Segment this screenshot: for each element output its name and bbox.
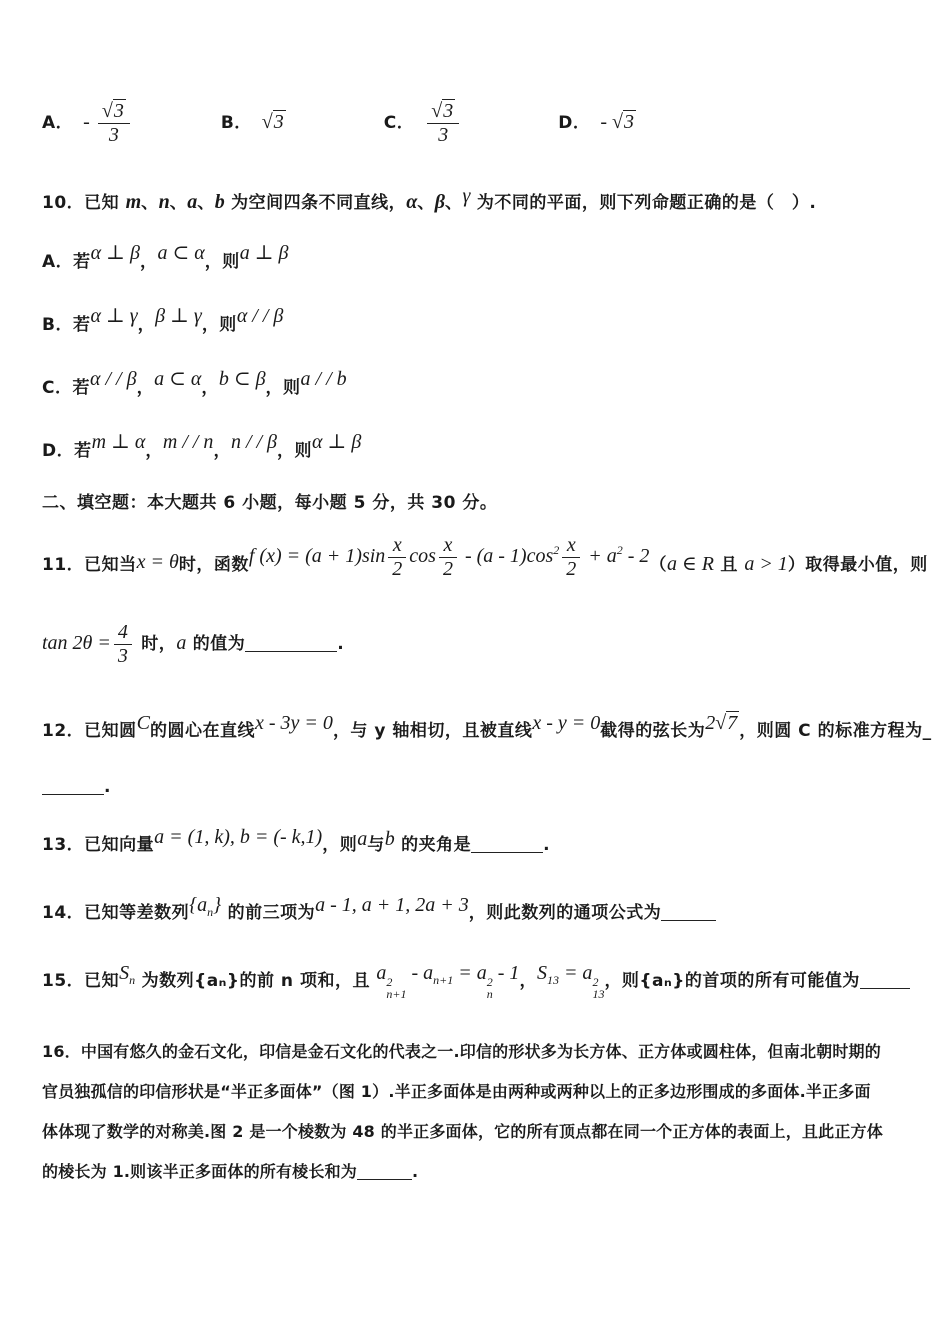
- text: C．若: [42, 378, 90, 398]
- math-expression: = a: [558, 962, 593, 984]
- math-expression: a - 1, a + 1, 2a + 3: [315, 894, 469, 916]
- questions-container: [0, 100, 950, 1192]
- math-expression: a > 1: [744, 553, 788, 575]
- text: 12．已知圆: [42, 721, 137, 741]
- text: ，则: [204, 252, 240, 272]
- math-expression: - 2: [622, 545, 650, 567]
- option-b-label: B．: [220, 113, 252, 133]
- math-expression: a: [176, 632, 187, 654]
- text: 11．已知当: [42, 555, 137, 575]
- math-expression: [189, 888, 221, 929]
- q10-stem: [42, 183, 912, 216]
- math-expression: = a: [453, 962, 487, 984]
- math-expression: [255, 708, 333, 739]
- fraction: [385, 534, 409, 581]
- text: A．若: [42, 252, 91, 272]
- math-expression: [137, 551, 179, 574]
- q10-option-b: [42, 295, 912, 346]
- text: 的前三项为: [221, 903, 316, 923]
- math-expression: α ⊥ β: [312, 431, 362, 453]
- math-expression: [155, 295, 202, 338]
- math-expression: a: [357, 828, 368, 850]
- text: 2: [553, 543, 560, 557]
- math-expression: [249, 534, 650, 581]
- math-expression: f (x) = (a + 1)sin: [248, 545, 386, 567]
- math-expression: 3: [438, 124, 449, 146]
- text: 二、填空题：本大题共 6 小题，每小题 5 分，共 30 分。: [42, 493, 498, 513]
- math-expression: [137, 708, 150, 739]
- text: 2 13: [592, 975, 605, 1002]
- text: 、: [417, 193, 435, 213]
- text: 为空间四条不同直线，: [224, 193, 407, 213]
- text: 的棱长为 1.则该半正多面体的所有棱长和为: [42, 1162, 357, 1182]
- math-expression: tan 2θ =: [42, 632, 111, 654]
- math-expression: + a: [583, 545, 617, 567]
- q15-stem: [42, 956, 912, 1000]
- math-expression: [240, 232, 289, 275]
- text: 的圆心在直线: [150, 721, 256, 741]
- text: .: [411, 1162, 419, 1182]
- math-expression: C: [136, 712, 151, 734]
- math-expression: }: [213, 894, 222, 916]
- math-expression: a / / b: [300, 368, 347, 390]
- math-expression: 3: [117, 645, 128, 667]
- text: 且: [713, 555, 745, 575]
- math-expression: α ⊥ β: [90, 242, 140, 264]
- text: 体体现了数学的对称美.图 2 是一个棱数为 48 的半正多面体，它的所有顶点都在同一个正方体的表面上，且此正方体: [42, 1122, 883, 1142]
- math-expression: [219, 358, 266, 401]
- math-expression: m / / n: [162, 431, 214, 453]
- math-expression: b: [384, 828, 395, 850]
- fraction: [559, 534, 583, 581]
- math-expression: [301, 358, 347, 401]
- text: D．若: [42, 441, 92, 461]
- math-expression: x: [392, 534, 402, 556]
- text: 、: [197, 193, 215, 213]
- math-expression: α ⊥ γ: [90, 305, 138, 327]
- text: 2: [616, 543, 623, 557]
- math-expression: x - y = 0: [532, 712, 601, 734]
- text: ，: [201, 378, 219, 398]
- q11-tan-line: [42, 621, 912, 668]
- text: 10．已知: [42, 193, 126, 213]
- math-expression: a ⊂ α: [154, 368, 202, 390]
- text: ，则圆 C 的标准方程为_: [739, 721, 932, 741]
- math-expression: [532, 708, 600, 739]
- math-expression: [91, 232, 140, 275]
- text: ，则: [201, 315, 237, 335]
- q11-stem: [42, 534, 928, 581]
- text: ，: [139, 252, 158, 272]
- q14-stem: [42, 888, 912, 930]
- q15-answer-blank[interactable]: [860, 971, 910, 989]
- q11-answer-blank[interactable]: [245, 634, 337, 652]
- q10-option-c: [42, 358, 912, 409]
- math-expression: [163, 421, 214, 464]
- frac-sqrt3-over-3: [424, 100, 462, 147]
- math-expression: n: [158, 191, 170, 213]
- math-expression: n / / β: [230, 431, 278, 453]
- math-expression: [357, 822, 367, 857]
- math-expression: a: [376, 962, 387, 984]
- text: ，则此数列的通项公式为: [468, 903, 662, 923]
- text: ，: [519, 971, 537, 991]
- q14-answer-blank[interactable]: [661, 903, 716, 921]
- math-expression: 2: [566, 558, 577, 580]
- math-expression: 2: [705, 712, 716, 734]
- math-expression: a ⊂ α: [157, 242, 205, 264]
- q13-answer-blank[interactable]: [471, 835, 543, 853]
- math-expression: 4: [117, 621, 128, 643]
- math-expression: 3: [108, 124, 119, 146]
- text: 为不同的平面，则下列命题正确的是（ ）.: [470, 193, 817, 213]
- q12-continuation: [42, 774, 912, 800]
- text: ，则: [322, 835, 358, 855]
- math-expression: cos: [409, 545, 436, 567]
- option-c-label: C．: [383, 113, 415, 133]
- text: 为数列{aₙ}的前 n 项和，且: [135, 971, 377, 991]
- sqrt-3: √3: [612, 111, 635, 133]
- text: .: [104, 777, 111, 797]
- q10-option-a: [42, 232, 912, 283]
- text: （: [649, 555, 667, 575]
- text: 时，: [134, 634, 177, 654]
- math-expression: [537, 956, 605, 1000]
- math-expression: [231, 421, 277, 464]
- math-expression: β ⊥ γ: [155, 305, 202, 327]
- math-expression: [315, 888, 469, 923]
- text: ，: [136, 378, 155, 398]
- math-expression: [376, 956, 519, 1000]
- math-expression: - a: [406, 962, 434, 984]
- math-expression: 2: [392, 558, 403, 580]
- text: ，: [137, 315, 156, 335]
- math-expression: [154, 820, 322, 855]
- fraction: [111, 621, 135, 668]
- text: .: [337, 634, 345, 654]
- text: 、: [141, 193, 159, 213]
- math-expression: x - 3y = 0: [255, 712, 333, 734]
- text: 2 n+1: [386, 975, 407, 1002]
- text: 16．中国有悠久的金石文化，印信是金石文化的代表之一.印信的形状多为长方体、正方体或圆柱体，但南北朝时期的: [42, 1042, 881, 1062]
- text: 2 n: [486, 975, 493, 1002]
- math-expression: α / / β: [236, 305, 284, 327]
- text: 时，函数: [178, 555, 249, 575]
- math-expression: α: [406, 191, 418, 213]
- math-expression: [90, 358, 137, 401]
- text: 、: [445, 193, 463, 213]
- radical: √3: [101, 100, 124, 122]
- math-expression: β: [434, 191, 446, 213]
- math-expression: a = (1, k), b = (- k,1): [154, 826, 323, 848]
- math-expression: [92, 421, 146, 464]
- math-expression: [90, 295, 137, 338]
- math-expression: x: [443, 534, 453, 556]
- math-expression: [312, 421, 361, 464]
- frac-sqrt3-over-3: [95, 100, 133, 147]
- math-expression: -: [83, 111, 95, 133]
- text: ，与 y 轴相切，且被直线: [332, 721, 533, 741]
- q16-answer-blank[interactable]: [357, 1163, 412, 1181]
- text: 13．已知向量: [42, 835, 155, 855]
- text: ，则: [277, 441, 313, 461]
- text: n: [129, 973, 136, 987]
- math-expression: γ: [462, 185, 471, 207]
- text: B．若: [42, 315, 91, 335]
- text: n+1: [433, 973, 454, 987]
- text: 的夹角是: [394, 835, 472, 855]
- math-expression: a ∈ R: [666, 553, 714, 575]
- q9-options-row: [42, 100, 912, 147]
- math-expression: 2: [442, 558, 453, 580]
- math-expression: - 1: [492, 962, 520, 984]
- option-a-label: A．: [42, 113, 74, 133]
- math-expression: S: [119, 962, 130, 984]
- text: 14．已知等差数列: [42, 903, 190, 923]
- q12-stem: [42, 708, 932, 746]
- option-d-label: D．: [558, 113, 591, 133]
- radical: √3: [431, 100, 454, 122]
- math-expression: [705, 708, 739, 739]
- text: 15．已知: [42, 971, 120, 991]
- math-expression: m ⊥ α: [91, 431, 146, 453]
- text: ）取得最小值，则: [787, 555, 928, 575]
- math-expression: x: [566, 534, 576, 556]
- math-expression: x = θ: [136, 551, 179, 573]
- sqrt-3: √3: [261, 111, 284, 133]
- math-expression: [157, 232, 204, 275]
- math-expression: -: [600, 111, 613, 133]
- text: 官员独孤信的印信形状是“半正多面体”（图 1）.半正多面体是由两种或两种以上的正多边形围成的多面体.半正多面: [42, 1082, 871, 1102]
- text: ，: [145, 441, 163, 461]
- math-expression: [385, 822, 395, 857]
- radical: √7: [715, 712, 738, 734]
- text: n: [207, 905, 214, 919]
- math-expression: a: [187, 191, 198, 213]
- q16-paragraph: [42, 1032, 912, 1192]
- section-2-header: [42, 490, 912, 516]
- math-expression: b: [214, 191, 225, 213]
- math-expression: α / / β: [89, 368, 137, 390]
- text: 、: [169, 193, 188, 213]
- math-expression: [154, 358, 201, 401]
- fraction: [436, 534, 460, 581]
- text: 的值为: [186, 634, 246, 654]
- text: .: [543, 835, 551, 855]
- text: ，则: [265, 378, 301, 398]
- text: 与: [367, 835, 385, 855]
- math-expression: [119, 956, 135, 997]
- q12-answer-blank[interactable]: [42, 777, 104, 795]
- math-expression: a ⊥ β: [239, 242, 289, 264]
- math-expression: m: [125, 191, 142, 213]
- text: ，: [213, 441, 231, 461]
- q13-stem: [42, 820, 912, 862]
- math-expression: b ⊂ β: [218, 368, 266, 390]
- math-expression: S: [536, 962, 547, 984]
- math-expression: [237, 295, 284, 338]
- text: 13: [546, 973, 559, 987]
- math-expression: - (a - 1)cos: [459, 545, 554, 567]
- text: ，则{aₙ}的首项的所有可能值为: [604, 971, 860, 991]
- math-expression: {a: [189, 894, 208, 916]
- text: 截得的弦长为: [600, 721, 706, 741]
- q10-option-d: [42, 421, 912, 472]
